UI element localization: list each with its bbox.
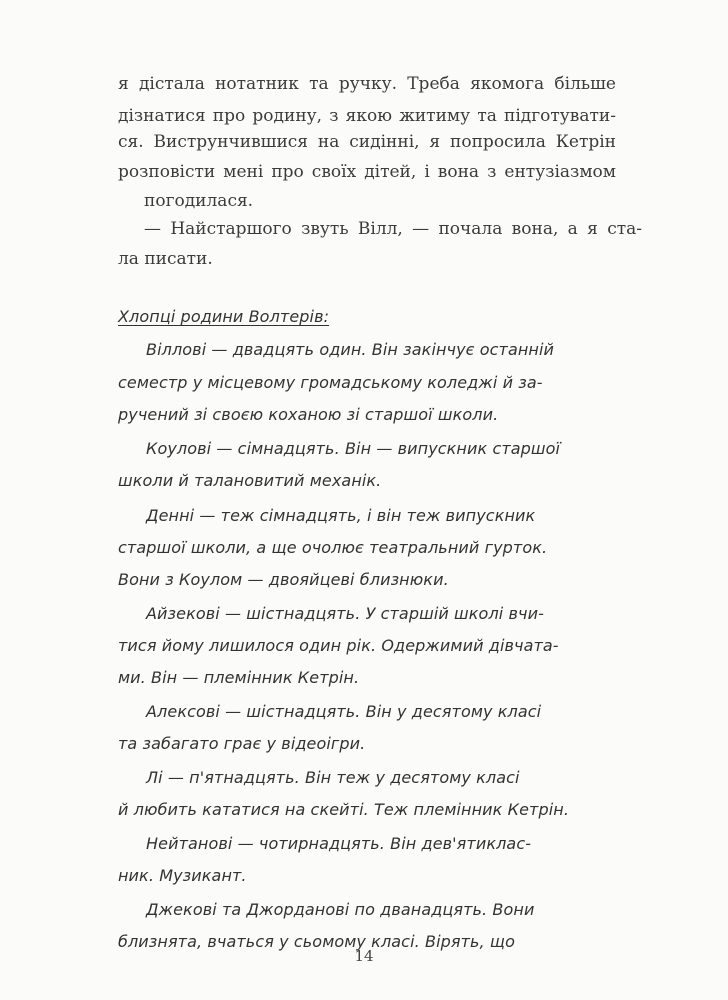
note-line: Нейтанові — чотирнадцять. Він дев'ятиклас- bbox=[146, 834, 532, 853]
note-line: Джекові та Джорданові по дванадцять. Вони bbox=[146, 900, 535, 919]
text-line: погодилася. bbox=[144, 191, 254, 211]
note-line: й любить кататися на скейті. Теж племінник Кетрін. bbox=[118, 800, 569, 819]
note-line: Денні — теж сімнадцять, і він теж випускник bbox=[146, 506, 536, 525]
note-line: тися йому лишилося один рік. Одержимий дівчата- bbox=[118, 636, 559, 655]
text-line: ла писати. bbox=[118, 249, 213, 269]
text-line: розповісти мені про своїх дітей, і вона з ентузіазмом bbox=[118, 162, 616, 182]
note-line: Айзекові — шістнадцять. У старшій школі вчи- bbox=[146, 604, 544, 623]
note-line: Лі — п'ятнадцять. Він теж у десятому класі bbox=[146, 768, 520, 787]
note-line: ник. Музикант. bbox=[118, 866, 247, 885]
note-line: ручений зі своєю коханою зі старшої школи. bbox=[118, 405, 499, 424]
text-line: дізнатися про родину, з якою житиму та підготувати- bbox=[118, 106, 616, 126]
note-line: Вони з Коулом — двояйцеві близнюки. bbox=[118, 570, 449, 589]
note-line: та забагато грає у відеоігри. bbox=[118, 734, 366, 753]
text-line: ся. Виструнчившися на сидінні, я попросила Кетрін bbox=[118, 132, 616, 152]
text-line: — Найстаршого звуть Вілл, — почала вона, а я ста- bbox=[144, 219, 642, 239]
page-number: 14 bbox=[354, 947, 374, 965]
note-line: близнята, вчаться у сьомому класі. Вірять, що bbox=[118, 932, 515, 951]
note-line: ми. Він — племінник Кетрін. bbox=[118, 668, 360, 687]
note-line: школи й талановитий механік. bbox=[118, 471, 382, 490]
note-line: Коулові — сімнадцять. Він — випускник старшої bbox=[146, 439, 561, 458]
note-line: Віллові — двадцять один. Він закінчує останній bbox=[146, 340, 555, 359]
note-line: семестр у місцевому громадському коледжі й за- bbox=[118, 373, 543, 392]
notes-heading: Хлопці родини Волтерів: bbox=[118, 307, 330, 326]
note-line: Алексові — шістнадцять. Він у десятому класі bbox=[146, 702, 542, 721]
text-line: я дістала нотатник та ручку. Треба якомога більше bbox=[118, 74, 616, 94]
note-line: старшої школи, а ще очолює театральний гурток. bbox=[118, 538, 548, 557]
